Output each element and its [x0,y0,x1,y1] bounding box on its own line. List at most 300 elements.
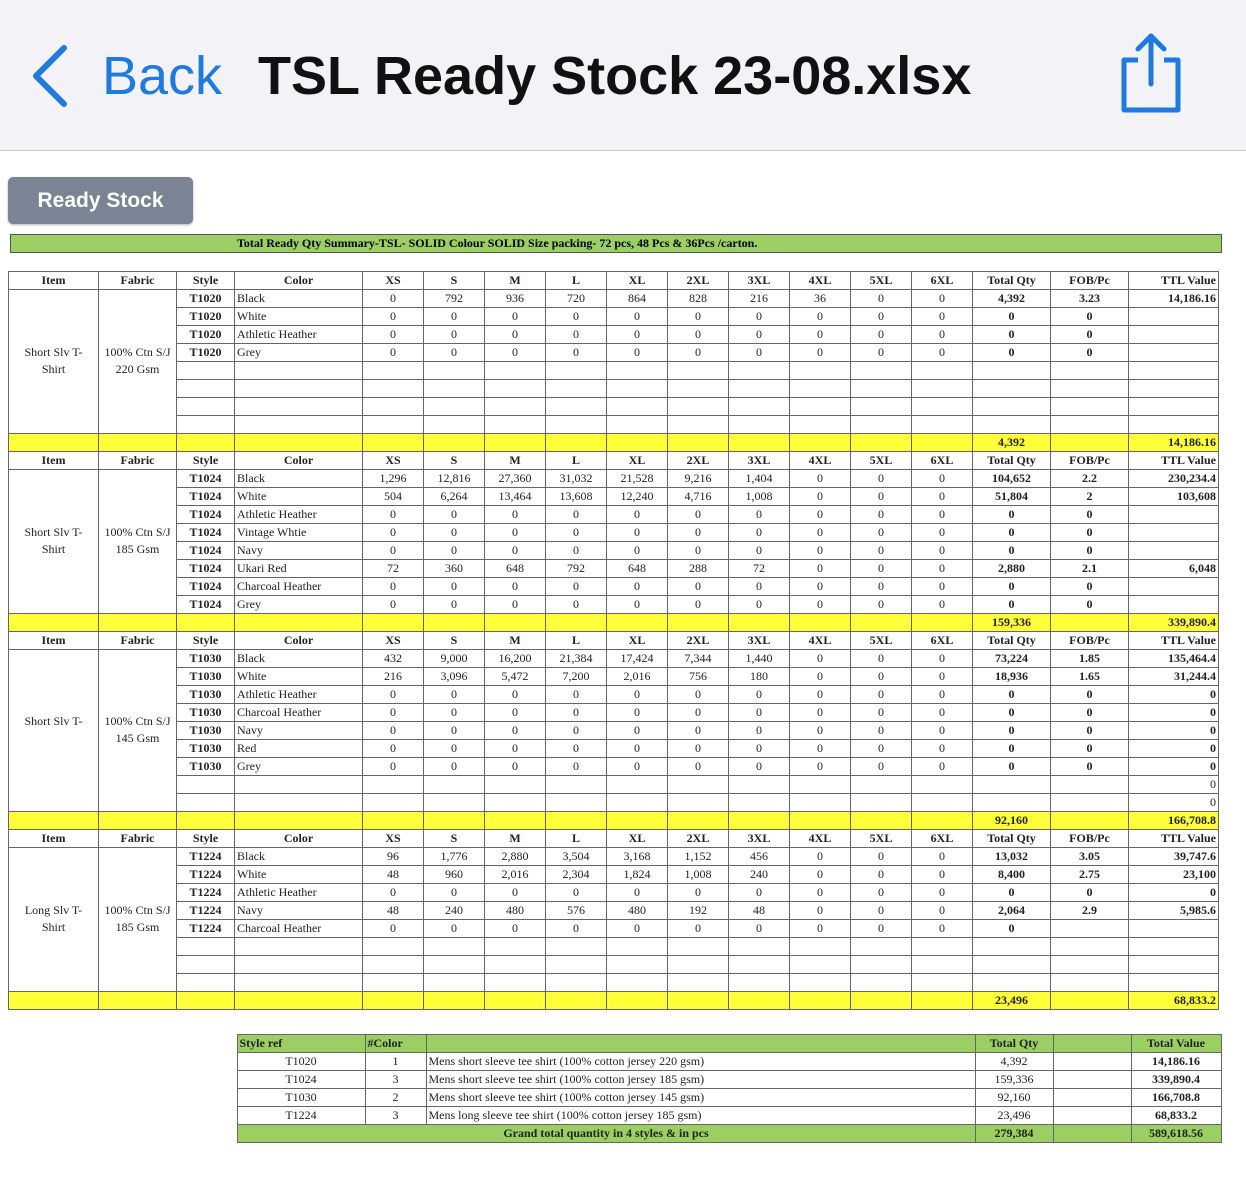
fob-cell[interactable]: 0 [1051,740,1129,758]
column-header[interactable]: 3XL [729,272,790,290]
empty-cell[interactable] [424,614,485,632]
empty-cell[interactable] [8,1035,98,1053]
column-header[interactable]: 5XL [851,632,912,650]
column-header[interactable]: FOB/Pc [1051,632,1129,650]
size-qty-cell[interactable]: 0 [912,866,973,884]
empty-cell[interactable] [424,938,485,956]
empty-cell[interactable] [485,416,546,434]
size-qty-cell[interactable]: 0 [912,722,973,740]
column-header[interactable]: 2XL [668,632,729,650]
empty-cell[interactable] [235,812,363,830]
size-qty-cell[interactable]: 192 [668,902,729,920]
empty-cell[interactable] [973,956,1051,974]
size-qty-cell[interactable]: 480 [607,902,668,920]
empty-cell[interactable] [1051,812,1129,830]
size-qty-cell[interactable]: 0 [607,920,668,938]
empty-cell[interactable] [98,1089,176,1107]
size-qty-cell[interactable]: 0 [668,704,729,722]
size-qty-cell[interactable]: 0 [546,326,607,344]
size-qty-cell[interactable]: 2,304 [546,866,607,884]
empty-cell[interactable] [98,1035,176,1053]
size-qty-cell[interactable]: 16,200 [485,650,546,668]
empty-cell[interactable] [607,812,668,830]
empty-cell[interactable] [235,362,363,380]
column-header[interactable]: 4XL [790,830,851,848]
size-qty-cell[interactable]: 0 [851,668,912,686]
empty-cell[interactable] [607,794,668,812]
size-qty-cell[interactable]: 0 [912,506,973,524]
empty-cell[interactable] [912,794,973,812]
total-qty-cell[interactable]: 0 [973,506,1051,524]
column-header[interactable]: M [485,452,546,470]
empty-cell[interactable] [9,992,99,1010]
empty-cell[interactable] [1051,380,1129,398]
size-qty-cell[interactable]: 0 [912,758,973,776]
empty-cell[interactable] [1051,398,1129,416]
empty-cell[interactable] [424,362,485,380]
size-qty-cell[interactable]: 0 [424,884,485,902]
description-cell[interactable]: Mens long sleeve tee shirt (100% cotton jersey 185 gsm) [426,1107,975,1125]
empty-cell[interactable] [99,614,177,632]
style-cell[interactable]: T1224 [177,848,235,866]
column-header[interactable]: 2XL [668,452,729,470]
size-qty-cell[interactable]: 0 [607,326,668,344]
empty-cell[interactable] [1051,776,1129,794]
empty-cell[interactable] [485,434,546,452]
empty-cell[interactable] [485,974,546,992]
size-qty-cell[interactable]: 72 [729,560,790,578]
column-header[interactable]: Fabric [99,452,177,470]
empty-cell[interactable] [790,398,851,416]
size-qty-cell[interactable]: 0 [729,722,790,740]
column-header[interactable]: FOB/Pc [1051,272,1129,290]
ttl-value-cell[interactable]: 0 [1129,686,1219,704]
empty-cell[interactable] [729,776,790,794]
empty-cell[interactable] [729,974,790,992]
style-cell[interactable]: T1024 [177,560,235,578]
description-cell[interactable]: Mens short sleeve tee shirt (100% cotton jersey 185 gsm) [426,1071,975,1089]
column-header[interactable]: Total Qty [973,830,1051,848]
total-qty-cell[interactable]: 0 [973,884,1051,902]
size-qty-cell[interactable]: 0 [485,326,546,344]
sheet-tab-ready-stock[interactable]: Ready Stock [8,177,193,224]
size-qty-cell[interactable]: 0 [790,920,851,938]
size-qty-cell[interactable]: 0 [912,488,973,506]
empty-cell[interactable] [363,614,424,632]
total-qty-cell[interactable]: 51,804 [973,488,1051,506]
ttl-value-cell[interactable] [1129,956,1219,974]
empty-cell[interactable] [790,956,851,974]
empty-cell[interactable] [177,956,235,974]
size-qty-cell[interactable]: 0 [729,704,790,722]
item-cell[interactable] [9,848,99,992]
size-qty-cell[interactable]: 0 [790,848,851,866]
column-header[interactable]: M [485,272,546,290]
empty-cell[interactable] [790,974,851,992]
empty-cell[interactable] [973,938,1051,956]
size-qty-cell[interactable]: 0 [851,686,912,704]
empty-cell[interactable] [668,398,729,416]
empty-cell[interactable] [8,1107,98,1125]
ttl-value-cell[interactable]: 0 [1129,704,1219,722]
empty-cell[interactable] [235,794,363,812]
size-qty-cell[interactable]: 0 [790,866,851,884]
size-qty-cell[interactable]: 0 [607,596,668,614]
style-cell[interactable]: T1030 [177,740,235,758]
empty-cell[interactable] [546,974,607,992]
column-header[interactable]: 6XL [912,452,973,470]
empty-cell[interactable] [851,812,912,830]
empty-cell[interactable] [851,956,912,974]
size-qty-cell[interactable]: 0 [790,524,851,542]
empty-cell[interactable] [790,434,851,452]
ttl-value-cell[interactable]: 135,464.4 [1129,650,1219,668]
style-cell[interactable]: T1020 [177,326,235,344]
empty-cell[interactable] [851,794,912,812]
size-qty-cell[interactable]: 828 [668,290,729,308]
empty-cell[interactable] [729,416,790,434]
empty-cell[interactable] [424,956,485,974]
empty-cell[interactable] [668,362,729,380]
column-header[interactable]: Total Qty [973,632,1051,650]
empty-cell[interactable] [485,614,546,632]
style-cell[interactable]: T1024 [177,542,235,560]
ttl-value-cell[interactable] [1129,398,1219,416]
column-header[interactable]: Color [235,830,363,848]
empty-cell[interactable] [607,938,668,956]
ttl-value-cell[interactable]: 0 [1129,722,1219,740]
empty-cell[interactable] [790,938,851,956]
empty-cell[interactable] [790,812,851,830]
size-qty-cell[interactable]: 13,608 [546,488,607,506]
size-qty-cell[interactable]: 0 [607,704,668,722]
size-qty-cell[interactable]: 0 [607,740,668,758]
empty-cell[interactable] [607,380,668,398]
size-qty-cell[interactable]: 0 [485,686,546,704]
column-header[interactable]: Style [177,632,235,650]
empty-cell[interactable] [607,434,668,452]
empty-cell[interactable] [1053,1125,1131,1143]
fob-cell[interactable]: 2.1 [1051,560,1129,578]
empty-cell[interactable] [851,362,912,380]
size-qty-cell[interactable]: 3,504 [546,848,607,866]
subtotal-qty-cell[interactable]: 4,392 [973,434,1051,452]
empty-cell[interactable] [668,434,729,452]
empty-cell[interactable] [546,416,607,434]
empty-cell[interactable] [99,434,177,452]
size-qty-cell[interactable]: 3,096 [424,668,485,686]
size-qty-cell[interactable]: 0 [912,542,973,560]
empty-cell[interactable] [9,434,99,452]
total-qty-cell[interactable]: 0 [973,722,1051,740]
fob-cell[interactable]: 0 [1051,884,1129,902]
empty-cell[interactable] [1051,992,1129,1010]
column-header[interactable]: FOB/Pc [1051,830,1129,848]
column-header[interactable]: XL [607,452,668,470]
style-cell[interactable]: T1224 [177,920,235,938]
empty-cell[interactable] [729,992,790,1010]
empty-cell[interactable] [485,812,546,830]
size-qty-cell[interactable]: 0 [363,326,424,344]
empty-cell[interactable] [973,416,1051,434]
size-qty-cell[interactable]: 0 [485,344,546,362]
column-header[interactable]: Fabric [99,632,177,650]
empty-cell[interactable] [177,992,235,1010]
size-qty-cell[interactable]: 0 [424,506,485,524]
empty-cell[interactable] [424,794,485,812]
empty-cell[interactable] [176,1071,237,1089]
empty-cell[interactable] [1051,434,1129,452]
empty-cell[interactable] [1053,1089,1131,1107]
column-header[interactable]: S [424,452,485,470]
column-header[interactable]: 6XL [912,272,973,290]
color-cell[interactable]: Black [235,848,363,866]
size-qty-cell[interactable]: 0 [851,578,912,596]
empty-cell[interactable] [99,992,177,1010]
empty-cell[interactable] [851,398,912,416]
style-cell[interactable]: T1030 [177,758,235,776]
color-cell[interactable]: Grey [235,596,363,614]
empty-cell[interactable] [363,398,424,416]
size-qty-cell[interactable]: 0 [790,578,851,596]
empty-cell[interactable] [8,1053,98,1071]
empty-cell[interactable] [363,938,424,956]
size-qty-cell[interactable]: 0 [363,884,424,902]
empty-cell[interactable] [668,794,729,812]
empty-cell[interactable] [235,974,363,992]
size-qty-cell[interactable]: 0 [546,344,607,362]
size-qty-cell[interactable]: 1,008 [729,488,790,506]
style-cell[interactable]: T1030 [177,650,235,668]
column-header[interactable]: XS [363,272,424,290]
size-qty-cell[interactable]: 0 [851,560,912,578]
subtotal-value-cell[interactable]: 339,890.4 [1129,614,1219,632]
column-header[interactable]: Color [235,452,363,470]
size-qty-cell[interactable]: 0 [668,920,729,938]
empty-cell[interactable] [235,398,363,416]
empty-cell[interactable] [177,434,235,452]
ttl-value-cell[interactable] [1129,578,1219,596]
empty-cell[interactable] [424,416,485,434]
color-cell[interactable]: Black [235,650,363,668]
color-cell[interactable]: Athletic Heather [235,506,363,524]
ttl-value-cell[interactable] [1129,596,1219,614]
fob-cell[interactable] [1051,920,1129,938]
description-cell[interactable]: Mens short sleeve tee shirt (100% cotton jersey 220 gsm) [426,1053,975,1071]
size-qty-cell[interactable]: 0 [546,578,607,596]
size-qty-cell[interactable]: 0 [912,560,973,578]
size-qty-cell[interactable]: 0 [790,740,851,758]
size-qty-cell[interactable]: 0 [668,686,729,704]
empty-cell[interactable] [424,380,485,398]
size-qty-cell[interactable]: 480 [485,902,546,920]
empty-cell[interactable] [424,776,485,794]
empty-cell[interactable] [176,1107,237,1125]
empty-cell[interactable] [1053,1107,1131,1125]
size-qty-cell[interactable]: 576 [546,902,607,920]
size-qty-cell[interactable]: 2,016 [607,668,668,686]
ttl-value-cell[interactable] [1129,938,1219,956]
empty-cell[interactable] [363,362,424,380]
total-qty-cell[interactable]: 2,064 [973,902,1051,920]
size-qty-cell[interactable]: 0 [363,308,424,326]
empty-cell[interactable] [485,992,546,1010]
ttl-value-cell[interactable]: 0 [1129,884,1219,902]
size-qty-cell[interactable]: 1,008 [668,866,729,884]
size-qty-cell[interactable]: 3,168 [607,848,668,866]
size-qty-cell[interactable]: 0 [729,506,790,524]
ttl-value-cell[interactable]: 5,985.6 [1129,902,1219,920]
size-qty-cell[interactable]: 0 [912,524,973,542]
empty-cell[interactable] [851,614,912,632]
fob-cell[interactable]: 0 [1051,704,1129,722]
empty-cell[interactable] [851,776,912,794]
size-qty-cell[interactable]: 48 [729,902,790,920]
empty-cell[interactable] [363,416,424,434]
empty-cell[interactable] [607,992,668,1010]
style-cell[interactable]: T1224 [177,902,235,920]
empty-cell[interactable] [177,416,235,434]
size-qty-cell[interactable]: 0 [668,308,729,326]
empty-cell[interactable] [235,938,363,956]
style-cell[interactable]: T1030 [177,722,235,740]
color-cell[interactable]: Vintage Whtie [235,524,363,542]
empty-cell[interactable] [729,794,790,812]
empty-cell[interactable] [485,380,546,398]
size-qty-cell[interactable]: 0 [790,758,851,776]
size-qty-cell[interactable]: 7,200 [546,668,607,686]
empty-cell[interactable] [424,992,485,1010]
column-header[interactable]: TTL Value [1129,632,1219,650]
empty-cell[interactable] [546,956,607,974]
empty-cell[interactable] [607,776,668,794]
column-header[interactable]: 6XL [912,830,973,848]
empty-cell[interactable] [912,938,973,956]
fabric-cell[interactable] [99,848,177,992]
size-qty-cell[interactable]: 0 [790,650,851,668]
style-cell[interactable]: T1020 [177,308,235,326]
size-qty-cell[interactable]: 0 [424,740,485,758]
empty-cell[interactable] [546,776,607,794]
size-qty-cell[interactable]: 0 [668,758,729,776]
color-count-cell[interactable]: 1 [365,1053,426,1071]
column-header[interactable]: Fabric [99,272,177,290]
size-qty-cell[interactable]: 0 [363,596,424,614]
empty-cell[interactable] [912,956,973,974]
size-qty-cell[interactable]: 7,344 [668,650,729,668]
column-header[interactable]: Style [177,830,235,848]
total-qty-cell[interactable]: 104,652 [973,470,1051,488]
column-header[interactable]: TTL Value [1129,830,1219,848]
size-qty-cell[interactable]: 48 [363,902,424,920]
total-qty-cell[interactable]: 13,032 [973,848,1051,866]
empty-cell[interactable] [912,614,973,632]
size-qty-cell[interactable]: 0 [851,344,912,362]
size-qty-cell[interactable]: 0 [912,920,973,938]
size-qty-cell[interactable]: 0 [607,542,668,560]
color-count-cell[interactable]: 2 [365,1089,426,1107]
column-header[interactable]: S [424,830,485,848]
empty-cell[interactable] [851,380,912,398]
empty-cell[interactable] [973,974,1051,992]
size-qty-cell[interactable]: 0 [668,326,729,344]
empty-cell[interactable] [424,974,485,992]
fob-cell[interactable]: 2.75 [1051,866,1129,884]
empty-cell[interactable] [729,434,790,452]
empty-cell[interactable] [668,614,729,632]
empty-cell[interactable] [176,1053,237,1071]
total-qty-cell[interactable]: 8,400 [973,866,1051,884]
size-qty-cell[interactable]: 0 [424,686,485,704]
fob-cell[interactable]: 1.65 [1051,668,1129,686]
color-cell[interactable]: Navy [235,542,363,560]
empty-cell[interactable] [912,812,973,830]
empty-cell[interactable] [98,1071,176,1089]
size-qty-cell[interactable]: 648 [485,560,546,578]
size-qty-cell[interactable]: 0 [607,722,668,740]
color-cell[interactable]: Navy [235,902,363,920]
empty-cell[interactable] [424,812,485,830]
ttl-value-cell[interactable] [1129,542,1219,560]
empty-cell[interactable] [607,614,668,632]
ttl-value-cell[interactable]: 6,048 [1129,560,1219,578]
empty-cell[interactable] [546,794,607,812]
color-cell[interactable]: Athletic Heather [235,326,363,344]
empty-cell[interactable] [790,362,851,380]
total-qty-cell[interactable]: 0 [973,542,1051,560]
ttl-value-cell[interactable]: 14,186.16 [1129,290,1219,308]
empty-cell[interactable] [668,776,729,794]
empty-cell[interactable] [668,380,729,398]
size-qty-cell[interactable]: 0 [729,596,790,614]
column-header[interactable]: Style [177,272,235,290]
size-qty-cell[interactable]: 0 [485,740,546,758]
column-header[interactable]: L [546,272,607,290]
size-qty-cell[interactable]: 0 [851,704,912,722]
empty-cell[interactable] [177,776,235,794]
column-header[interactable]: Total Qty [973,452,1051,470]
empty-cell[interactable] [607,416,668,434]
column-header[interactable]: 3XL [729,632,790,650]
total-qty-cell[interactable]: 0 [973,704,1051,722]
size-qty-cell[interactable]: 0 [363,704,424,722]
empty-cell[interactable] [973,362,1051,380]
size-qty-cell[interactable]: 0 [851,470,912,488]
empty-cell[interactable] [546,938,607,956]
column-header[interactable]: 2XL [668,830,729,848]
empty-cell[interactable] [176,1089,237,1107]
size-qty-cell[interactable]: 0 [851,506,912,524]
size-qty-cell[interactable]: 0 [546,308,607,326]
color-cell[interactable]: Black [235,470,363,488]
column-header[interactable]: FOB/Pc [1051,452,1129,470]
size-qty-cell[interactable]: 0 [546,740,607,758]
empty-cell[interactable] [235,992,363,1010]
empty-cell[interactable] [235,434,363,452]
empty-cell[interactable] [176,1035,237,1053]
empty-cell[interactable] [1053,1071,1131,1089]
empty-cell[interactable] [912,974,973,992]
empty-cell[interactable] [668,956,729,974]
empty-cell[interactable] [790,794,851,812]
size-qty-cell[interactable]: 0 [668,524,729,542]
size-qty-cell[interactable]: 1,824 [607,866,668,884]
style-ref-cell[interactable]: T1024 [237,1071,365,1089]
size-qty-cell[interactable]: 0 [546,686,607,704]
style-cell[interactable]: T1224 [177,884,235,902]
fob-cell[interactable]: 0 [1051,578,1129,596]
size-qty-cell[interactable]: 0 [424,326,485,344]
